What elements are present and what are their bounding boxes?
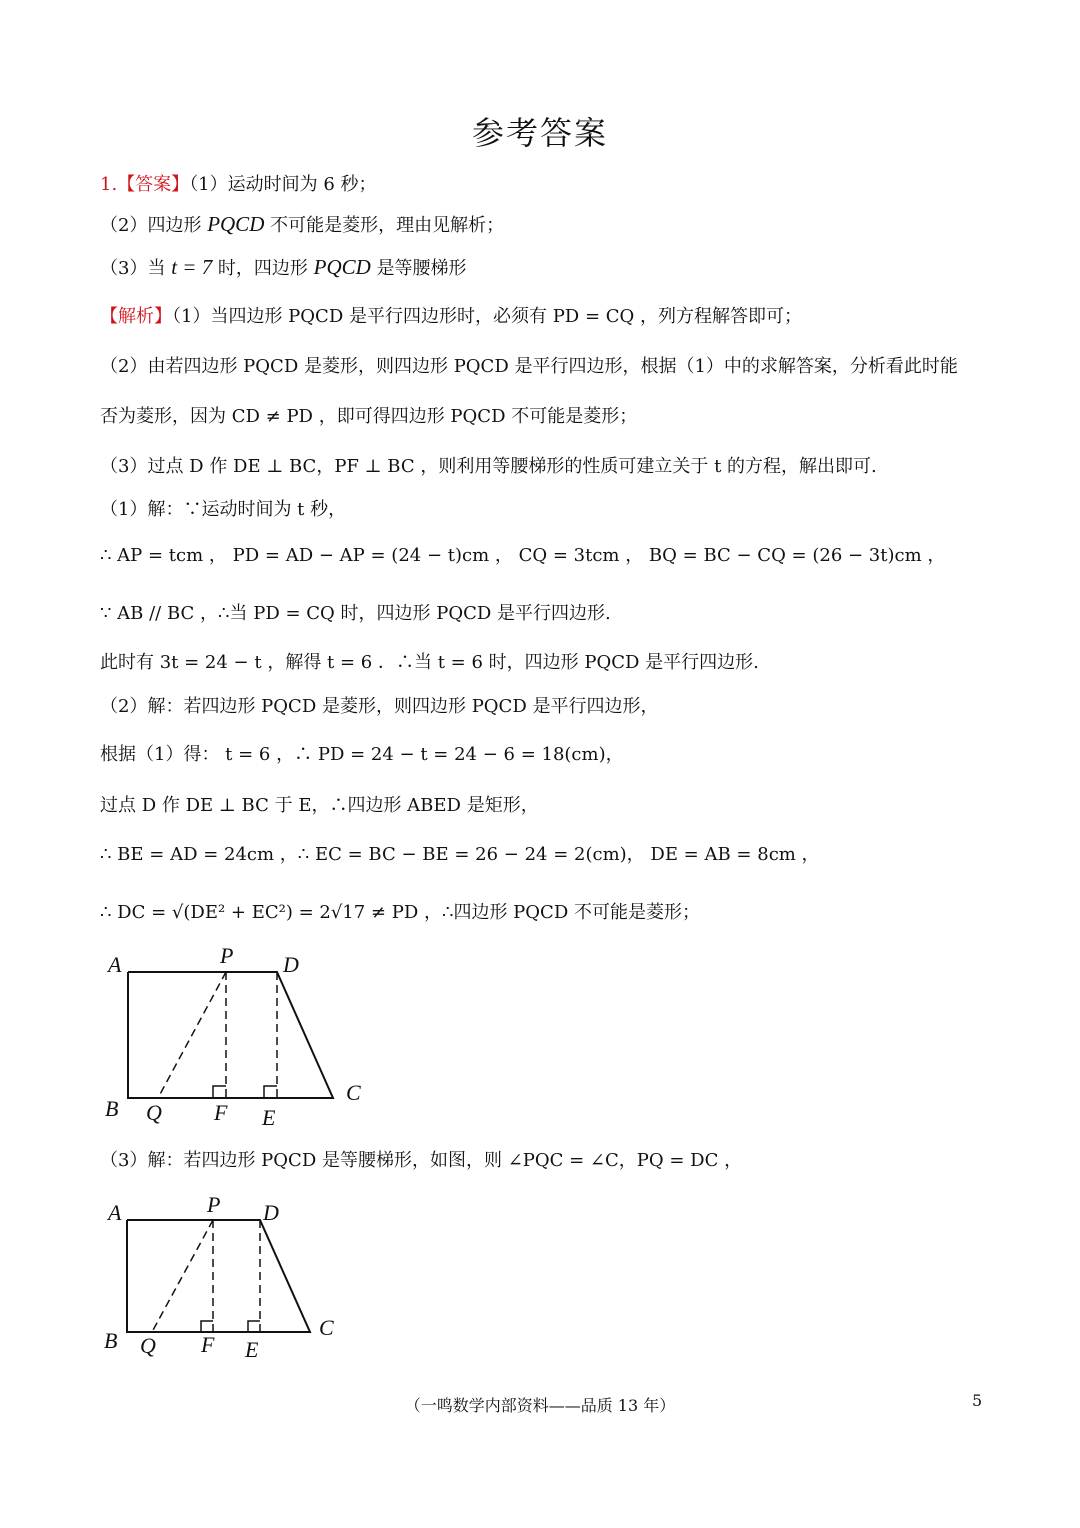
analysis-label: 【解析】	[100, 306, 172, 327]
figure-1-label-e: E	[262, 1105, 276, 1130]
figure-2-label-a: A	[108, 1200, 122, 1225]
figure-2-right-angle-f	[201, 1321, 213, 1332]
figure-1-label-f: F	[214, 1100, 228, 1125]
figure-2-label-p: P	[207, 1195, 221, 1217]
solution-line-5: （2）解：若四边形 PQCD 是菱形，则四边形 PQCD 是平行四边形，	[100, 696, 659, 717]
answer-part-2-prefix: （2）四边形	[100, 215, 208, 236]
figure-2-pq	[152, 1220, 213, 1332]
figure-1-label-p: P	[220, 945, 234, 968]
answer-line-2	[100, 211, 504, 237]
analysis-line-3: 否为菱形，因为 CD ≠ PD ，即可得四边形 PQCD 不可能是菱形；	[100, 406, 638, 427]
analysis-text-1: （1）当四边形 PQCD 是平行四边形时，必须有 PD = CQ ，列方程解答即可；	[172, 306, 803, 327]
figure-1-label-c: C	[346, 1080, 361, 1105]
solution-line-6: 根据（1）得： t = 6 ，∴ PD = 24 − t = 24 − 6 = 18(cm)，	[100, 744, 624, 765]
analysis-line-4: （3）过点 D 作 DE ⊥ BC，PF ⊥ BC ，则利用等腰梯形的性质可建立关于 t 的方程，解出即可.	[100, 456, 877, 477]
answer-part-3-math-2: PQCD	[313, 255, 371, 279]
analysis-line-2: （2）由若四边形 PQCD 是菱形，则四边形 PQCD 是平行四边形，根据（1）中的求解答案，分析看此时能	[100, 356, 958, 377]
figure-2	[100, 1195, 360, 1370]
answer-part-2-math: PQCD	[207, 212, 265, 236]
figure-1-label-b: B	[105, 1096, 119, 1121]
figure-2-label-q: Q	[140, 1333, 156, 1358]
answer-part-3-suffix: 是等腰梯形	[370, 258, 467, 279]
analysis-line-1	[100, 302, 802, 328]
solution-line-7: 过点 D 作 DE ⊥ BC 于 E，∴四边形 ABED 是矩形，	[100, 795, 539, 816]
answer-label: 1.【答案】	[100, 174, 190, 195]
answer-part-1: （1）运动时间为 6 秒；	[189, 174, 377, 195]
solution-line-1: （1）解：∵运动时间为 t 秒，	[100, 499, 347, 520]
solution-line-8: ∴ BE = AD = 24cm ，∴ EC = BC − BE = 26 − 24 = 2(cm)， DE = AB = 8cm ，	[100, 844, 820, 865]
answer-line-3	[100, 254, 467, 280]
answer-part-2-suffix: 不可能是菱形，理由见解析；	[264, 215, 505, 236]
answer-line-1	[100, 170, 377, 196]
figure-2-label-d: D	[263, 1200, 279, 1225]
figure-2-label-b: B	[104, 1328, 118, 1353]
page-number: 5	[972, 1391, 983, 1410]
figure-1-pq	[158, 972, 226, 1098]
figure-1-outline	[128, 972, 333, 1098]
figure-2-label-f: F	[201, 1332, 215, 1357]
answer-part-3-prefix: （3）当	[100, 258, 172, 279]
figure-1-label-q: Q	[146, 1100, 162, 1125]
answer-part-3-mid: 时，四边形	[212, 258, 314, 279]
figure-2-label-e: E	[245, 1337, 259, 1362]
solution-line-10: （3）解：若四边形 PQCD 是等腰梯形，如图，则 ∠PQC = ∠C，PQ = DC ，	[100, 1150, 743, 1171]
solution-line-9: ∴ DC = √(DE² + EC²) = 2√17 ≠ PD ，∴四边形 PQCD 不可能是菱形；	[100, 902, 700, 923]
figure-2-label-c: C	[319, 1315, 334, 1340]
figure-2-right-angle-e	[248, 1321, 260, 1332]
answer-part-3-math: t = 7	[171, 255, 213, 279]
figure-1-right-angle-f	[213, 1086, 226, 1098]
figure-2-outline	[127, 1220, 310, 1332]
solution-line-4: 此时有 3t = 24 − t ，解得 t = 6 ．∴当 t = 6 时，四边形 PQCD 是平行四边形.	[100, 652, 759, 673]
solution-line-2: ∴ AP = tcm ， PD = AD − AP = (24 − t)cm ， CQ = 3tcm ， BQ = BC − CQ = (26 − 3t)cm ，	[100, 545, 946, 566]
solution-line-3: ∵ AB // BC ，∴当 PD = CQ 时，四边形 PQCD 是平行四边形.	[100, 603, 611, 624]
page-title: 参考答案	[471, 114, 608, 152]
figure-1	[100, 945, 380, 1135]
figure-1-label-d: D	[283, 952, 299, 977]
figure-1-label-a: A	[108, 952, 122, 977]
footer-text: （一鸣数学内部资料——品质 13 年）	[404, 1396, 676, 1415]
figure-1-right-angle-e	[264, 1086, 277, 1098]
